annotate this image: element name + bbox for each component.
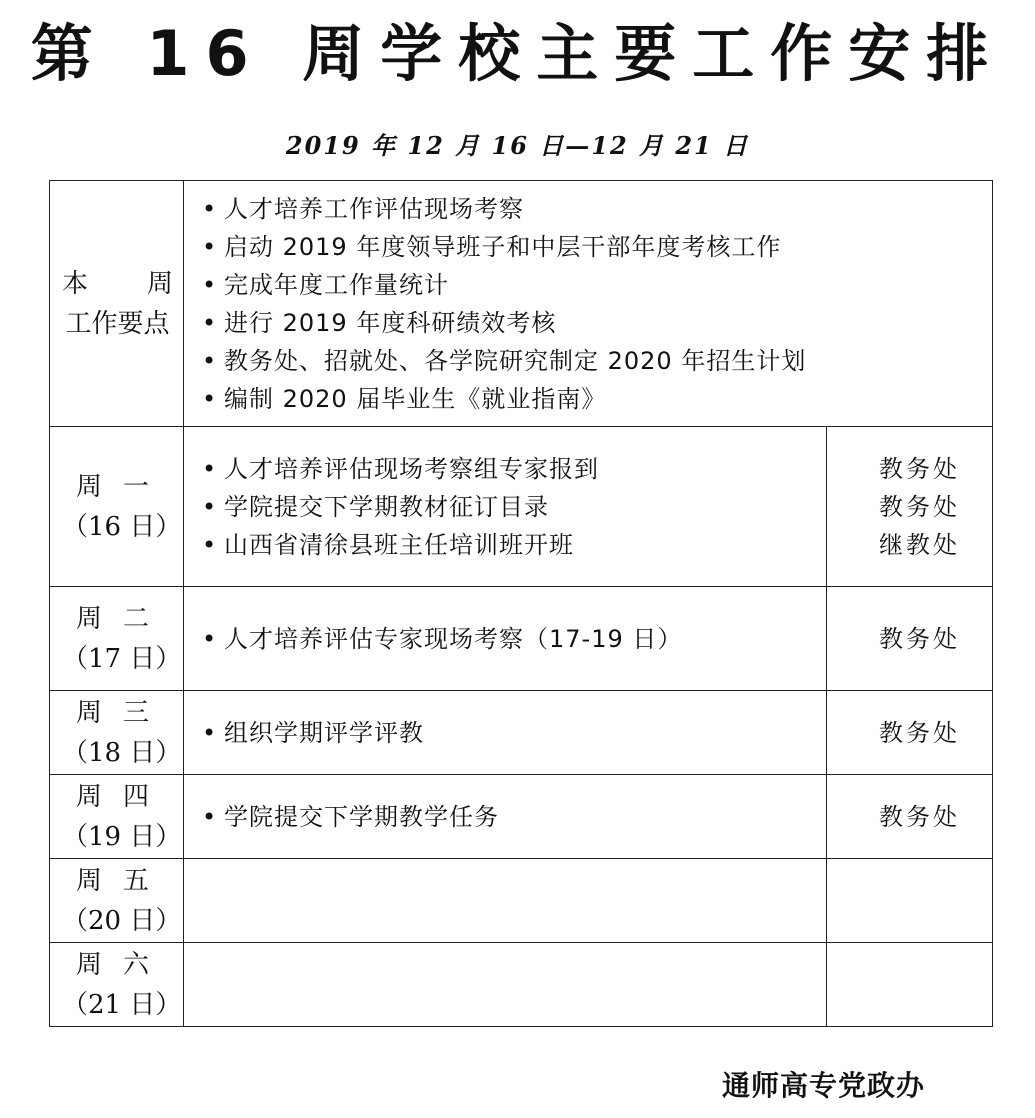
key-points-label-line2: 工作要点: [65, 308, 170, 339]
day-row-saturday: [50, 943, 993, 1027]
day-tasks: [184, 427, 827, 587]
task-dept: 教务处: [879, 492, 960, 521]
bullet-icon: •: [202, 624, 218, 653]
task-dept: 教务处: [879, 624, 960, 653]
bullet-icon: •: [202, 454, 218, 483]
key-point-item: • 教务处、招就处、各学院研究制定 2020 年招生计划: [202, 342, 992, 380]
key-point-item: • 编制 2020 届毕业生《就业指南》: [202, 380, 992, 418]
day-label: [50, 427, 184, 587]
day-date: （20 日）: [62, 905, 182, 936]
key-point-item: • 人才培养工作评估现场考察: [202, 190, 992, 228]
weekday-name: 四: [122, 781, 149, 812]
day-depts: [827, 691, 993, 775]
day-label: [50, 587, 184, 691]
day-depts: [827, 427, 993, 587]
weekday-prefix: 周: [76, 781, 103, 812]
day-depts: [827, 775, 993, 859]
bullet-icon: •: [202, 308, 218, 337]
day-row-thursday: [50, 775, 993, 859]
day-row-monday: [50, 427, 993, 587]
issuer-signature: 通师高专党政办: [722, 1069, 926, 1102]
task-dept: 教务处: [879, 454, 960, 483]
weekday-prefix: 周: [76, 865, 103, 896]
bullet-icon: •: [202, 346, 218, 375]
key-points-label: [50, 181, 184, 427]
weekday-prefix: 周: [76, 603, 103, 634]
bullet-icon: •: [202, 270, 218, 299]
day-row-wednesday: [50, 691, 993, 775]
bullet-icon: •: [202, 718, 218, 747]
key-points-label-left: 本: [62, 268, 89, 299]
day-depts: [827, 587, 993, 691]
key-point-item: • 完成年度工作量统计: [202, 266, 992, 304]
day-date: （18 日）: [62, 737, 182, 768]
task-item: • 组织学期评学评教: [202, 714, 826, 752]
weekday-name: 一: [122, 471, 149, 502]
task-item: • 山西省清徐县班主任培训班开班: [202, 526, 826, 564]
key-points-content: [184, 181, 993, 427]
task-item: • 人才培养评估专家现场考察（17-19 日）: [202, 620, 826, 658]
key-point-item: • 进行 2019 年度科研绩效考核: [202, 304, 992, 342]
day-label: [50, 691, 184, 775]
weekday-name: 六: [122, 949, 149, 980]
day-label: [50, 775, 184, 859]
day-label: [50, 943, 184, 1027]
bullet-icon: •: [202, 802, 218, 831]
task-item: • 学院提交下学期教材征订目录: [202, 488, 826, 526]
weekday-prefix: 周: [76, 949, 103, 980]
schedule-table: [49, 180, 993, 1027]
bullet-icon: •: [202, 530, 218, 559]
date-range: 2019 年 12 月 16 日—12 月 21 日: [285, 131, 750, 160]
day-tasks: [184, 775, 827, 859]
day-row-tuesday: [50, 587, 993, 691]
task-item: • 人才培养评估现场考察组专家报到: [202, 450, 826, 488]
day-date: （19 日）: [62, 821, 182, 852]
key-point-item: • 启动 2019 年度领导班子和中层干部年度考核工作: [202, 228, 992, 266]
weekday-name: 二: [122, 603, 149, 634]
key-points-label-right: 周: [146, 268, 173, 299]
task-dept: 继教处: [879, 530, 960, 559]
weekday-prefix: 周: [76, 697, 103, 728]
task-dept: 教务处: [879, 802, 960, 831]
day-tasks: [184, 691, 827, 775]
bullet-icon: •: [202, 194, 218, 223]
day-tasks: [184, 943, 827, 1027]
day-tasks: [184, 859, 827, 943]
day-depts: [827, 859, 993, 943]
task-item: • 学院提交下学期教学任务: [202, 798, 826, 836]
page-title: 第 16 周学校主要工作安排: [30, 17, 1005, 90]
day-depts: [827, 943, 993, 1027]
bullet-icon: •: [202, 384, 218, 413]
day-tasks: [184, 587, 827, 691]
bullet-icon: •: [202, 232, 218, 261]
key-points-row: [50, 181, 993, 427]
day-label: [50, 859, 184, 943]
day-date: （21 日）: [62, 989, 182, 1020]
bullet-icon: •: [202, 492, 218, 521]
day-row-friday: [50, 859, 993, 943]
task-dept: 教务处: [879, 718, 960, 747]
weekday-name: 五: [122, 865, 149, 896]
day-date: （16 日）: [62, 511, 182, 542]
weekday-name: 三: [122, 697, 149, 728]
day-date: （17 日）: [62, 643, 182, 674]
weekday-prefix: 周: [76, 471, 103, 502]
